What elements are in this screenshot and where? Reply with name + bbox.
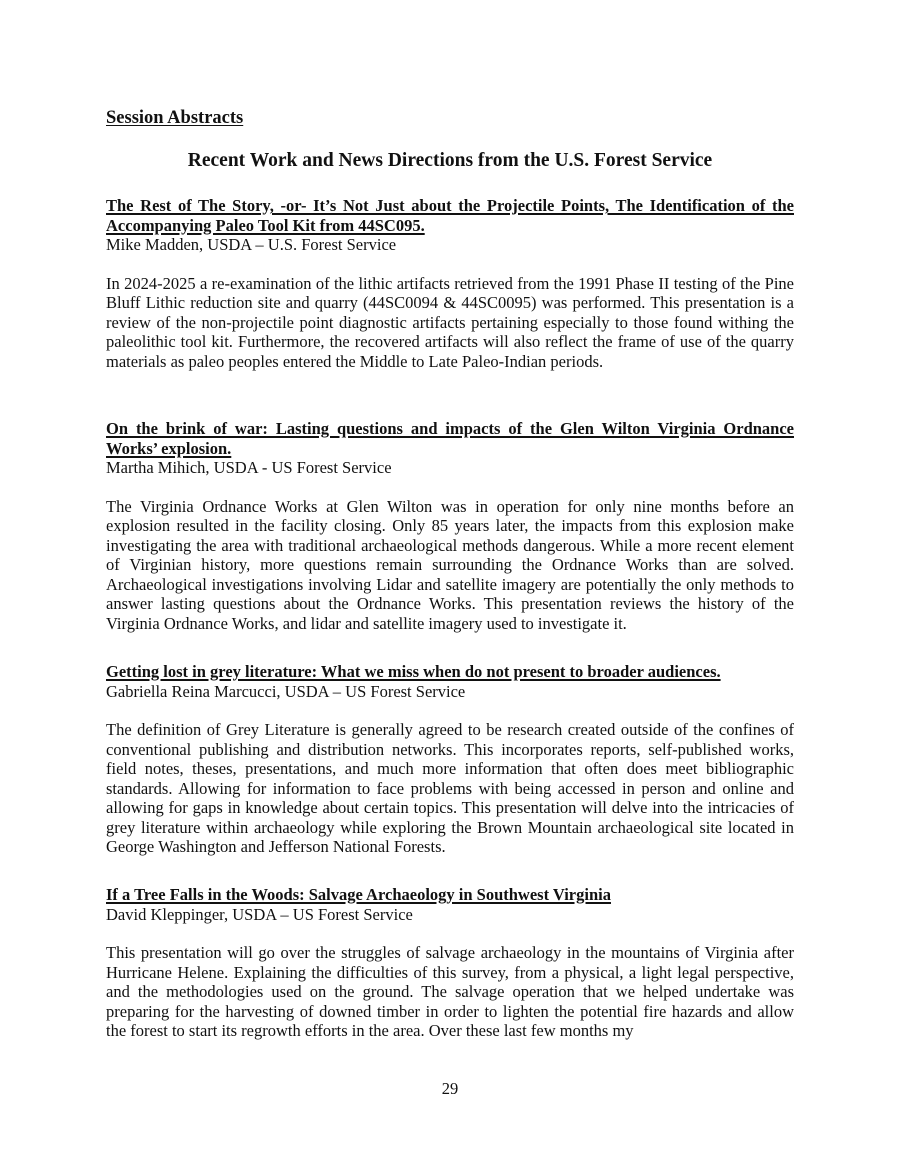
abstract-author: Martha Mihich, USDA - US Forest Service — [106, 458, 392, 477]
abstract-body: The definition of Grey Literature is generally agreed to be research created outside of the confines of conventional publishing and distribution networks. This incorporates reports, self-published works, field notes, theses, presentations, and much more information that often does meet bibliographic standards. Allowing for information to face problems with being accessed in person and online and allowing for gaps in knowledge about certain topics. This presentation will delve into the intricacies of grey literature within archaeology while exploring the Brown Mountain archaeological site located in George Washington and Jefferson National Forests. — [106, 720, 794, 856]
abstract-title: Getting lost in grey literature: What we miss when do not present to broader audiences. — [106, 662, 721, 681]
abstract-body: In 2024-2025 a re-examination of the lithic artifacts retrieved from the 1991 Phase II testing of the Pine Bluff Lithic reduction site and quarry (44SC0094 & 44SC0095) was performed. This presentation is a review of the non-projectile point diagnostic artifacts pertaining especially to those found withing the paleolithic tool kit. Furthermore, the recovered artifacts will also reflect the frame of use of the quarry materials as paleo peoples entered the Middle to Late Paleo-Indian periods. — [106, 273, 794, 371]
abstract-1 — [106, 196, 794, 371]
abstract-title: If a Tree Falls in the Woods: Salvage Archaeology in Southwest Virginia — [106, 885, 611, 904]
abstract-2 — [106, 419, 794, 633]
abstract-author: David Kleppinger, USDA – US Forest Service — [106, 904, 413, 924]
abstract-author: Mike Madden, USDA – U.S. Forest Service — [106, 235, 397, 254]
page-number: 29 — [441, 1079, 459, 1098]
abstract-author: Gabriella Reina Marcucci, USDA – US Forest Service — [106, 681, 466, 701]
session-title: Recent Work and News Directions from the U.S. Forest Service — [187, 150, 713, 171]
abstract-3 — [106, 662, 794, 857]
abstract-4 — [106, 885, 794, 1041]
section-heading: Session Abstracts — [106, 108, 244, 128]
abstract-body: The Virginia Ordnance Works at Glen Wilton was in operation for only nine months before an explosion resulted in the facility closing. Only 85 years later, the impacts from this explosion make investigating the area with traditional archaeological methods dangerous. While a more recent element of Virginian history, more questions remain surrounding the Ordnance Works than are solved. Archaeological investigations involving Lidar and satellite imagery are potentially the only methods to answer lasting questions about the Ordnance Works. This presentation reviews the history of the Virginia Ordnance Works, and lidar and satellite imagery used to investigate it. — [106, 496, 794, 633]
abstract-body: This presentation will go over the struggles of salvage archaeology in the mountains of Virginia after Hurricane Helene. Explaining the difficulties of this survey, from a physical, a light legal perspective, and the methodologies used on the ground. The salvage operation that we helped undertake was preparing for the harvesting of downed timber in order to lighten the potential fire hazards and allow the forest to start its regrowth efforts in the area. Over these last few months my — [106, 943, 794, 1040]
abstract-title: The Rest of The Story, -or- It’s Not Just about the Projectile Points, The Identification of the Accompanying Paleo Tool Kit from 44SC095. — [106, 196, 794, 235]
abstract-title: On the brink of war: Lasting questions and impacts of the Glen Wilton Virginia Ordnance Works’ explosion. — [106, 419, 794, 458]
